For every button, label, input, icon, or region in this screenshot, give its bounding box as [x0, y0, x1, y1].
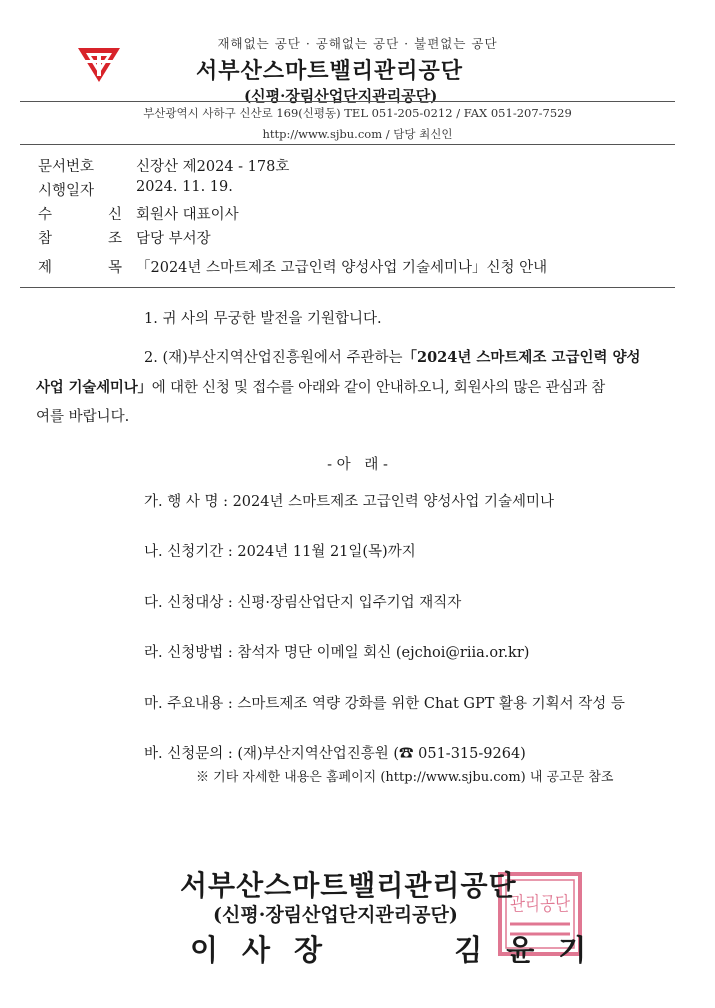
- org-subtitle: (신평·장림산업단지관리공단): [244, 87, 438, 105]
- paragraph-2: [36, 343, 676, 432]
- meta-to: [38, 203, 239, 224]
- header-divider: [20, 101, 675, 102]
- seal-text: 관리공단: [510, 893, 584, 915]
- meta-date: [38, 179, 233, 200]
- to-value: 회원사 대표이사: [136, 207, 239, 223]
- to-label-2: 신: [107, 207, 122, 223]
- date-label: 시행일자: [38, 183, 95, 199]
- meta-ref: [38, 227, 211, 248]
- signature-org-name: 서부산스마트밸리관리공단: [180, 869, 517, 902]
- meta-subject: [38, 256, 547, 277]
- paragraph-2-line-2: [36, 373, 676, 403]
- meta-divider: [20, 287, 675, 288]
- motto: 재해없는 공단 · 공해없는 공단 · 불편없는 공단: [217, 36, 498, 51]
- paragraph-2-prefix: 2. (재)부산지역산업진흥원에서 주관하는: [144, 350, 403, 366]
- below-heading: - 아 래 -: [327, 457, 388, 473]
- date-value: 2024. 11. 19.: [136, 179, 233, 195]
- item-content: 마. 주요내용 : 스마트제조 역량 강화를 위한 Chat GPT 활용 기획서 작성 등: [144, 696, 625, 712]
- paragraph-2-highlight-2: 사업 기술세미나」: [36, 379, 152, 396]
- to-label: [38, 203, 136, 224]
- subject-value: 「2024년 스마트제조 고급인력 양성사업 기술세미나」신청 안내: [136, 260, 548, 276]
- ref-label: [38, 227, 136, 248]
- item-application-period: 나. 신청기간 : 2024년 11월 21일(목)까지: [144, 544, 416, 560]
- triangle-emblem-icon: [74, 44, 124, 86]
- paragraph-2-line-1: [36, 343, 676, 373]
- signature-title-name: 이사장 김윤기: [190, 933, 611, 967]
- doc-no-label: 문서번호: [38, 159, 95, 175]
- subject-label-1: 제: [38, 260, 53, 276]
- ref-value: 담당 부서장: [136, 231, 211, 247]
- subject-label-2: 목: [107, 260, 122, 276]
- to-label-1: 수: [38, 207, 53, 223]
- paragraph-2-highlight-1: 「2024년 스마트제조 고급인력 양성: [402, 349, 641, 366]
- item-target: 다. 신청대상 : 신평·장림산업단지 입주기업 재직자: [144, 595, 462, 611]
- meta-doc-no: [38, 155, 289, 176]
- item-inquiry: 바. 신청문의 : (재)부산지역산업진흥원 (☎ 051-315-9264): [144, 746, 526, 762]
- ref-label-1: 참: [38, 231, 53, 247]
- subject-label: [38, 256, 136, 277]
- item-method: 라. 신청방법 : 참석자 명단 이메일 회신 (ejchoi@riia.or.kr): [144, 645, 530, 661]
- paragraph-2-rest-1: 에 대한 신청 및 접수를 아래와 같이 안내하오니, 회원사의 많은 관심과 참: [151, 380, 606, 396]
- website-line: http://www.sjbu.com / 담당 최신인: [262, 127, 453, 141]
- signature-org-subtitle: (신평·장림산업단지관리공단): [213, 904, 458, 926]
- org-title: 서부산스마트밸리관리공단: [196, 58, 464, 84]
- item-event-name: 가. 행 사 명 : 2024년 스마트제조 고급인력 양성사업 기술세미나: [144, 494, 555, 510]
- note-line: ※ 기타 자세한 내용은 홈페이지 (http://www.sjbu.com) 내 공고문 참조: [196, 770, 614, 785]
- paragraph-2-line-3: 여를 바랍니다.: [36, 409, 130, 425]
- paragraph-1: 1. 귀 사의 무궁한 발전을 기원합니다.: [144, 311, 382, 327]
- doc-no-value: 신장산 제2024 - 178호: [136, 159, 290, 175]
- header-bottom-divider: [20, 144, 675, 145]
- ref-label-2: 조: [107, 231, 122, 247]
- address-line: 부산광역시 사하구 신산로 169(신평동) TEL 051-205-0212 / FAX 051-207-7529: [143, 106, 572, 120]
